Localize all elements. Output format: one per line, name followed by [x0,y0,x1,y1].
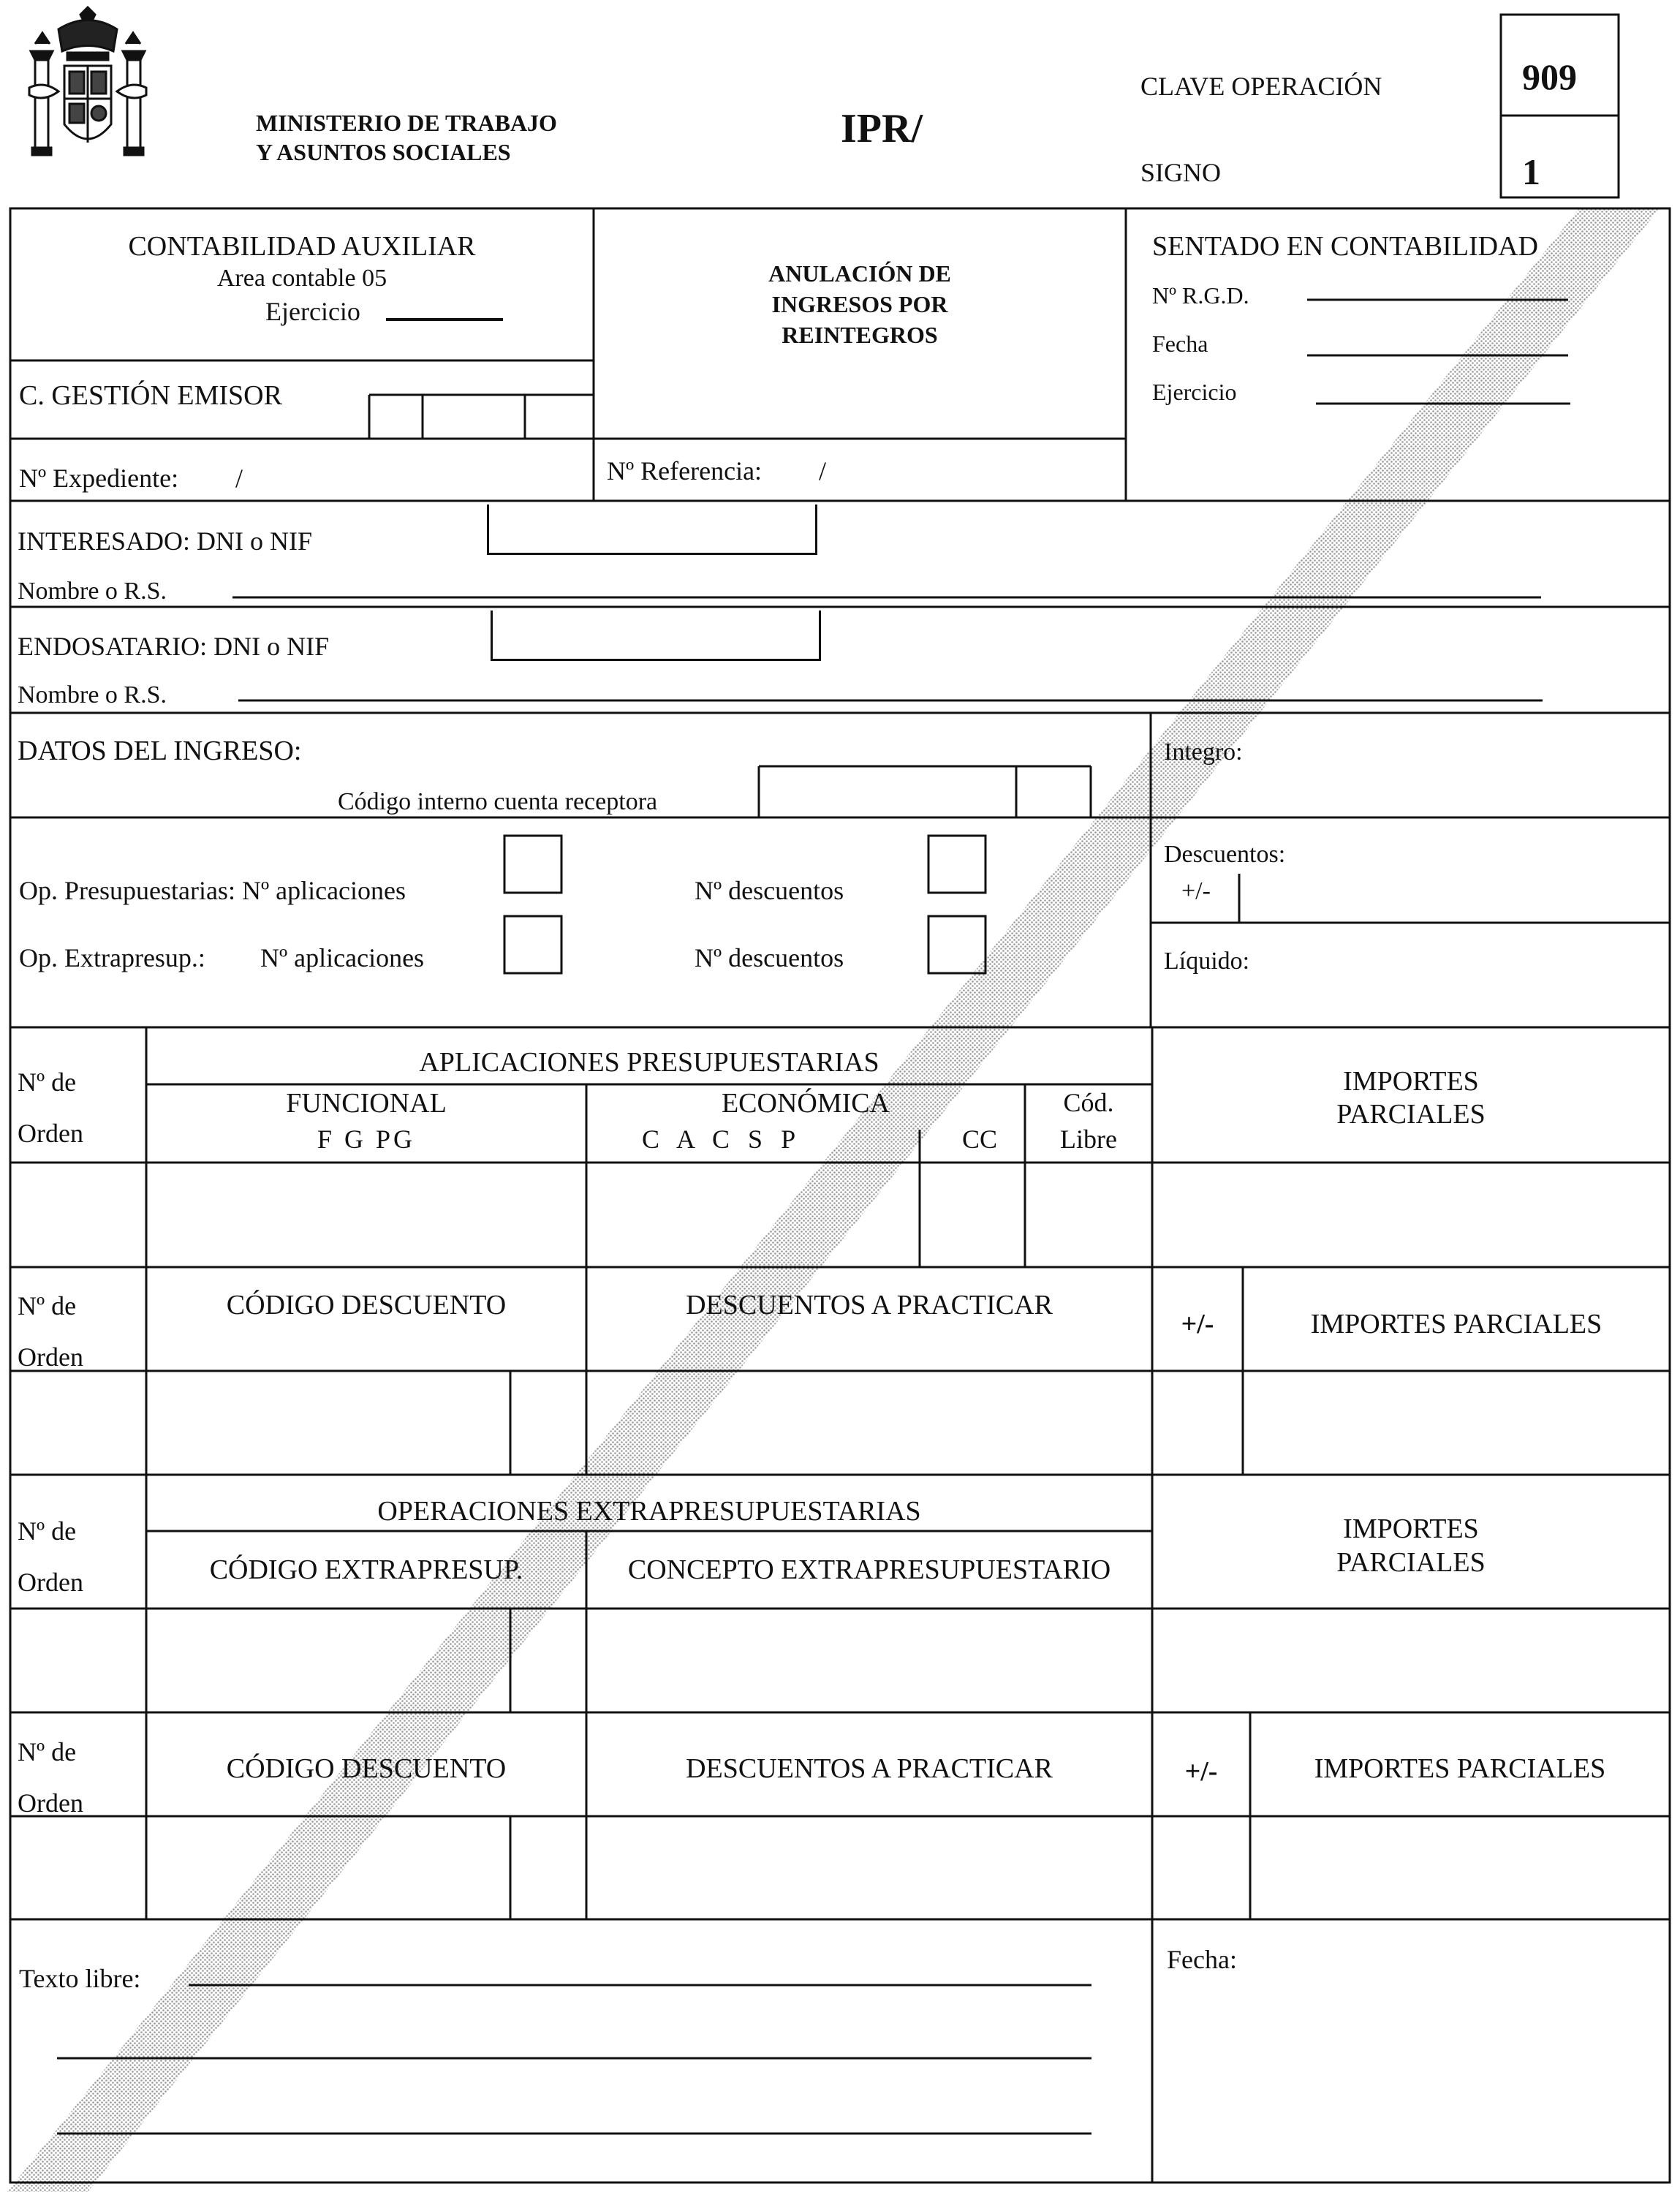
liquido-label: Líquido: [1164,948,1250,975]
sentado-fecha-label: Fecha [1152,330,1208,357]
op-extra-descuentos-box[interactable] [928,916,985,973]
funcional-sub: F G PG [317,1125,416,1154]
sentado-ejercicio-label: Ejercicio [1152,379,1237,405]
footer-fecha-input[interactable] [1155,1974,1667,2179]
ejercicio-label: Ejercicio [265,297,360,326]
extra-entry-row[interactable] [10,1609,1670,1712]
op-presup-aplicaciones-box[interactable] [504,836,561,893]
economica-label: ECONÓMICA [721,1088,890,1119]
expediente-input[interactable] [10,439,594,501]
aplicaciones-importes-1: IMPORTES [1343,1066,1479,1097]
extra-norden-2: Orden [18,1568,83,1597]
descuentos1-entry-row[interactable] [10,1371,1670,1475]
op-presup-descuentos-box[interactable] [928,836,985,893]
descuentos2-importes-label: IMPORTES PARCIALES [1314,1753,1606,1784]
extra-norden-1: Nº de [18,1516,77,1546]
n-descuentos-label-1: Nº descuentos [695,876,844,905]
interesado-nombre-input[interactable] [232,574,1541,597]
extra-importes-1: IMPORTES [1343,1513,1479,1544]
aplicaciones-importes-2: PARCIALES [1336,1099,1486,1130]
extra-importes-2: PARCIALES [1336,1547,1486,1578]
descuentos2-practicar-label: DESCUENTOS A PRACTICAR [686,1753,1053,1784]
extra-codigo-label: CÓDIGO EXTRAPRESUP. [209,1554,523,1585]
gestion-code-input[interactable] [369,395,594,439]
clave-operacion-label: CLAVE OPERACIÓN [1140,72,1382,101]
extra-title: OPERACIONES EXTRAPRESUPUESTARIAS [377,1496,921,1527]
signo-value: 1 [1522,151,1540,192]
descuentos2-norden-2: Orden [18,1788,83,1818]
ministry-name-line1: MINISTERIO DE TRABAJO [256,110,557,136]
endosatario-dni-label: ENDOSATARIO: DNI o NIF [18,632,330,661]
interesado-dni-label: INTERESADO: DNI o NIF [18,526,312,556]
ministry-name-line2: Y ASUNTOS SOCIALES [256,139,511,165]
op-extrapresup-label: Op. Extrapresup.: [19,943,205,972]
expediente-separator: / [235,464,243,493]
descuentos2-plusminus: +/- [1184,1756,1218,1787]
interesado-nombre-label: Nombre o R.S. [18,578,167,605]
referencia-separator: / [819,456,827,485]
descuentos1-importes-label: IMPORTES PARCIALES [1310,1309,1603,1339]
descuentos1-plusminus: +/- [1181,1309,1214,1339]
gestion-emisor-label: C. GESTIÓN EMISOR [19,380,282,411]
descuentos2-codigo-label: CÓDIGO DESCUENTO [226,1753,507,1784]
form-title-line2: INGRESOS POR [771,291,948,317]
endosatario-nombre-input[interactable] [238,677,1543,700]
referencia-input[interactable] [594,439,1126,501]
area-contable: Area contable 05 [216,265,387,292]
form-title-line1: ANULACIÓN DE [768,260,951,287]
rgd-label: Nº R.G.D. [1152,282,1249,309]
economica-sub: C A C S P [642,1125,802,1154]
texto-libre-label: Texto libre: [19,1964,141,1993]
form-code: IPR/ [841,106,923,151]
descuentos1-norden-1: Nº de [18,1291,77,1320]
clave-operacion-value: 909 [1522,56,1577,97]
codigo-interno-input[interactable] [759,766,1091,817]
endosatario-dni-input[interactable] [491,611,821,661]
op-extra-aplicaciones-box[interactable] [504,916,561,973]
op-presupuestarias-label: Op. Presupuestarias: Nº aplicaciones [19,876,406,905]
funcional-label: FUNCIONAL [286,1088,447,1119]
footer-fecha-label: Fecha: [1167,1945,1237,1974]
signo-label: SIGNO [1140,158,1222,187]
sentado-title: SENTADO EN CONTABILIDAD [1152,231,1538,262]
integro-label: Integro: [1164,738,1243,766]
descuentos1-codigo-label: CÓDIGO DESCUENTO [226,1290,507,1320]
expediente-label: Nº Expediente: [19,464,179,493]
descuentos1-practicar-label: DESCUENTOS A PRACTICAR [686,1290,1053,1320]
codigo-interno-label: Código interno cuenta receptora [338,788,658,815]
aplicaciones-norden-2: Orden [18,1119,83,1148]
cod-libre-label-1: Cód. [1063,1088,1114,1117]
extra-concepto-label: CONCEPTO EXTRAPRESUPUESTARIO [627,1554,1111,1585]
op-extrapresup-aplicaciones-label: Nº aplicaciones [260,943,425,972]
aplicaciones-norden-1: Nº de [18,1067,77,1097]
interesado-dni-input[interactable] [487,504,817,555]
aplicaciones-title: APLICACIONES PRESUPUESTARIAS [419,1047,879,1078]
contabilidad-title: CONTABILIDAD AUXILIAR [128,231,476,262]
spanish-coat-of-arms-icon [29,7,146,155]
descuentos-plusminus: +/- [1181,877,1211,904]
form-title-line3: REINTEGROS [782,322,938,348]
datos-ingreso-title: DATOS DEL INGRESO: [18,736,302,766]
cod-libre-label-2: Libre [1060,1125,1117,1154]
descuentos2-entry-row[interactable] [10,1816,1670,1919]
descuentos2-norden-1: Nº de [18,1737,77,1766]
endosatario-nombre-label: Nombre o R.S. [18,681,167,708]
descuentos1-norden-2: Orden [18,1342,83,1372]
aplicaciones-entry-row[interactable] [10,1163,1670,1267]
referencia-label: Nº Referencia: [607,456,763,485]
cc-label: CC [962,1125,998,1154]
n-descuentos-label-2: Nº descuentos [695,943,844,972]
descuentos-label: Descuentos: [1164,841,1286,868]
texto-libre-input[interactable] [57,1959,1091,2139]
